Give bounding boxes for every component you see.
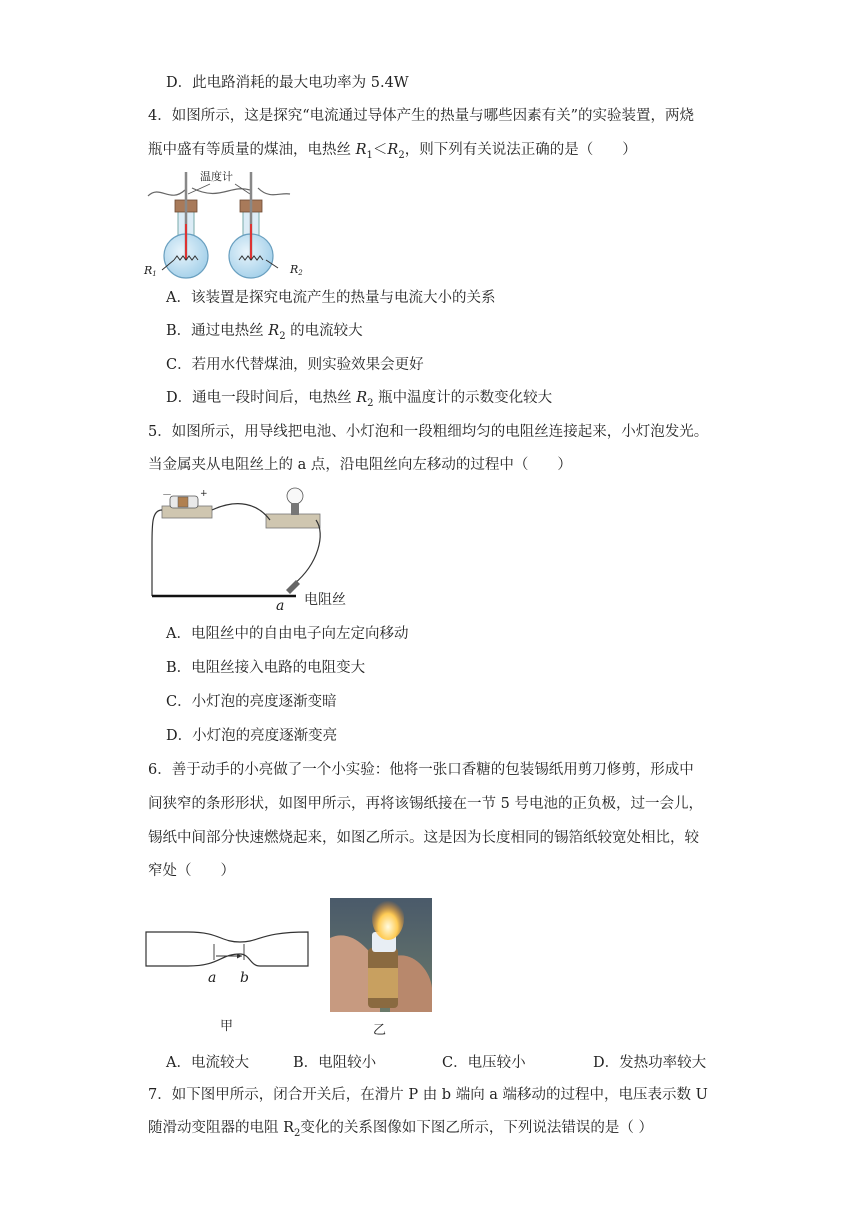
fig-yi-label: 乙	[373, 1023, 387, 1038]
q4-r2: R	[387, 142, 399, 158]
q6-stem-line1: 6．善于动手的小亮做了一个小实验：他将一张口香糖的包装锡纸用剪刀修剪，形成中	[148, 762, 694, 778]
q4-r1-sub: 1	[366, 149, 373, 161]
bulb-icon	[287, 488, 303, 504]
q4-option-d	[166, 388, 552, 414]
point-a-label: a	[276, 598, 285, 614]
q4-stem-line1: 4．如图所示，这是探究“电流通过导体产生的热量与哪些因素有关”的实验装置，两烧	[148, 108, 695, 124]
metal-clip	[286, 580, 300, 594]
fig-r2-label: R2	[290, 263, 303, 277]
q4-option-d-text-b: 瓶中温度计的示数变化较大	[373, 390, 553, 406]
resistance-wire-label: 电阻丝	[304, 592, 346, 608]
q4-option-b-text-a: B．通过电热丝	[166, 323, 269, 339]
q5-option-d: D．小灯泡的亮度逐渐变亮	[166, 728, 338, 744]
q6-stem-line3: 锡纸中间部分快速燃烧起来，如图乙所示。这是因为长度相同的锡箔纸较宽处相比，较	[148, 830, 699, 846]
strip-label-b: b	[240, 970, 249, 986]
battery-plus-label: +	[200, 489, 208, 499]
q7-stem-line1: 7．如下图甲所示，闭合开关后，在滑片 P 由 b 端向 a 端移动的过程中，电压表示数 U	[148, 1087, 708, 1103]
q4-r1: R	[355, 142, 367, 158]
q4-option-b-text-b: 的电流较大	[285, 323, 363, 339]
q4-r2-sub: 2	[398, 149, 405, 161]
q5-stem-line1: 5．如图所示，用导线把电池、小灯泡和一段粗细均匀的电阻丝连接起来，小灯泡发光。	[148, 424, 709, 440]
q5-stem-line2: 当金属夹从电阻丝上的 a 点，沿电阻丝向左移动的过程中（ ）	[148, 457, 572, 473]
q6-stem-line2: 间狭窄的条形形状，如图甲所示，再将该锡纸接在一节 5 号电池的正负极，过一会儿，	[148, 796, 703, 812]
q4-option-a: A．该装置是探究电流产生的热量与电流大小的关系	[166, 290, 496, 306]
q7-stem-line2	[148, 1118, 653, 1144]
q4-apparatus-figure	[140, 164, 310, 280]
q6-option-a: A．电流较大	[166, 1055, 249, 1071]
q7-stem-sub: 2	[294, 1127, 301, 1139]
q6-option-d: D．发热功率较大	[593, 1055, 707, 1071]
q4-option-d-r: R	[356, 390, 368, 406]
q4-option-b-sub: 2	[279, 330, 286, 342]
battery-minus-label: －	[162, 490, 172, 501]
q5-option-a: A．电阻丝中的自由电子向左定向移动	[166, 626, 409, 642]
q4-option-c: C．若用水代替煤油，则实验效果会更好	[166, 357, 424, 373]
q4-option-b	[166, 321, 363, 347]
strip-label-a: a	[208, 970, 217, 986]
q3-option-d: D．此电路消耗的最大电功率为 5.4W	[166, 75, 409, 91]
q4-option-d-sub: 2	[367, 397, 374, 409]
q6-option-b: B．电阻较小	[293, 1055, 377, 1071]
q4-option-b-r: R	[268, 323, 280, 339]
fig-r1-label: R1	[144, 264, 157, 278]
q4-lt: ＜	[372, 142, 388, 158]
q4-stem-line2	[148, 140, 637, 166]
q6-stem-line4: 窄处（ ）	[148, 863, 235, 879]
tin-foil-strip-figure	[140, 926, 320, 1036]
q6-option-c: C．电压较小	[442, 1055, 526, 1071]
thermometer-label: 温度计	[200, 170, 233, 183]
fig-jia-label: 甲	[220, 1019, 234, 1034]
q5-option-c: C．小灯泡的亮度逐渐变暗	[166, 694, 337, 710]
right-flask	[229, 172, 278, 278]
burning-foil-photo	[330, 898, 432, 1012]
q4-stem-text-b: ，则下列有关说法正确的是（ ）	[404, 142, 637, 158]
q5-option-b: B．电阻丝接入电路的电阻变大	[166, 660, 366, 676]
q4-option-d-text-a: D．通电一段时间后，电热丝	[166, 390, 357, 406]
q7-stem-text-b: 变化的关系图像如下图乙所示，下列说法错误的是（ ）	[300, 1120, 654, 1136]
q7-stem-text-a: 随滑动变阻器的电阻 R	[148, 1120, 295, 1136]
q4-stem-text-a: 瓶中盛有等质量的煤油，电热丝	[148, 142, 356, 158]
q5-circuit-figure	[148, 484, 368, 614]
